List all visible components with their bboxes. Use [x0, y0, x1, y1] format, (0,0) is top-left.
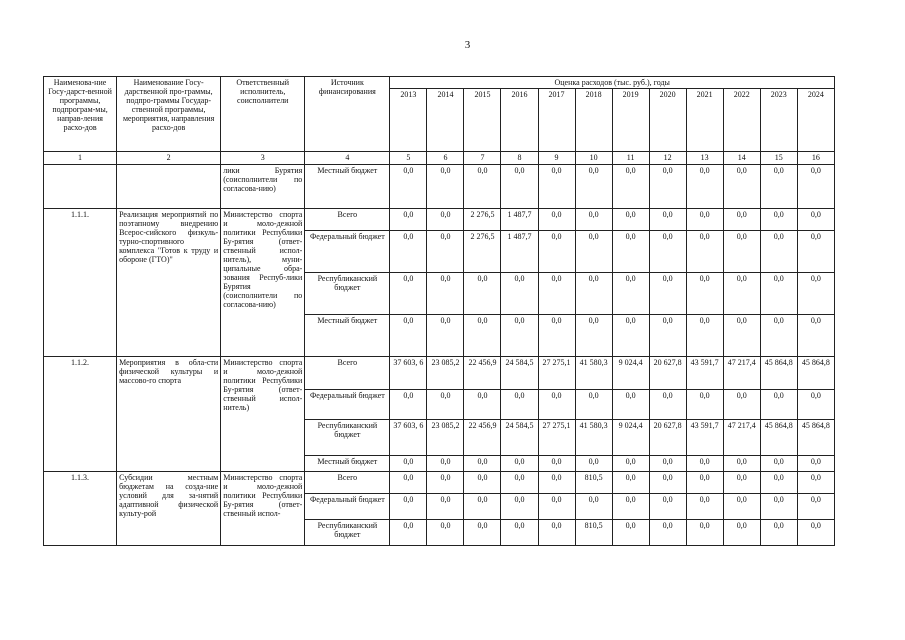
- value-cell: 0,0: [797, 456, 834, 472]
- value-cell: 0,0: [464, 494, 501, 520]
- value-cell: 0,0: [390, 472, 427, 494]
- value-cell: 0,0: [686, 520, 723, 546]
- value-cell: 0,0: [390, 390, 427, 420]
- value-cell: 0,0: [686, 390, 723, 420]
- value-cell: 47 217,4: [723, 420, 760, 456]
- value-cell: 0,0: [538, 456, 575, 472]
- value-cell: 0,0: [649, 494, 686, 520]
- column-number: 11: [612, 152, 649, 165]
- column-number: 14: [723, 152, 760, 165]
- value-cell: 0,0: [649, 390, 686, 420]
- column-number: 4: [305, 152, 390, 165]
- source-cell: Всего: [305, 357, 390, 390]
- value-cell: 0,0: [797, 165, 834, 209]
- value-cell: 47 217,4: [723, 357, 760, 390]
- value-cell: 0,0: [538, 390, 575, 420]
- value-cell: 0,0: [723, 494, 760, 520]
- executor-cell: Министерство спорта и моло-дежной политики Республики Бу-рятия (ответ-ственный испол-нитель): [221, 357, 305, 472]
- value-cell: 0,0: [797, 494, 834, 520]
- value-cell: 0,0: [427, 315, 464, 357]
- page-number: 3: [464, 39, 471, 51]
- budget-table: [43, 76, 835, 546]
- value-cell: 0,0: [427, 209, 464, 231]
- column-number: 5: [390, 152, 427, 165]
- value-cell: 0,0: [797, 209, 834, 231]
- year-header: 2020: [649, 89, 686, 152]
- value-cell: 0,0: [427, 273, 464, 315]
- value-cell: 22 456,9: [464, 420, 501, 456]
- year-header: 2022: [723, 89, 760, 152]
- code-cell: [44, 165, 117, 209]
- code-cell: 1.1.1.: [44, 209, 117, 357]
- value-cell: 0,0: [464, 273, 501, 315]
- value-cell: 0,0: [464, 472, 501, 494]
- value-cell: 0,0: [797, 390, 834, 420]
- value-cell: 0,0: [427, 494, 464, 520]
- value-cell: 0,0: [390, 165, 427, 209]
- column-number: 7: [464, 152, 501, 165]
- column-number-row: [44, 152, 835, 165]
- name-cell: Субсидии местным бюджетам на созда-ние условий для за-нятий адаптивной физической культу-рой: [117, 472, 221, 546]
- value-cell: 0,0: [464, 315, 501, 357]
- value-cell: 0,0: [390, 520, 427, 546]
- column-number: 10: [575, 152, 612, 165]
- value-cell: 0,0: [649, 520, 686, 546]
- value-cell: 45 864,8: [760, 420, 797, 456]
- source-cell: Всего: [305, 472, 390, 494]
- value-cell: 0,0: [501, 165, 538, 209]
- value-cell: 0,0: [760, 315, 797, 357]
- year-header: 2017: [538, 89, 575, 152]
- year-header: 2013: [390, 89, 427, 152]
- value-cell: 0,0: [686, 494, 723, 520]
- value-cell: 0,0: [686, 273, 723, 315]
- column-number: 6: [427, 152, 464, 165]
- header-row: [44, 77, 835, 89]
- value-cell: 27 275,1: [538, 357, 575, 390]
- table-row: [44, 357, 835, 390]
- source-cell: Федеральный бюджет: [305, 494, 390, 520]
- value-cell: 810,5: [575, 472, 612, 494]
- value-cell: 0,0: [760, 520, 797, 546]
- column-number: 3: [221, 152, 305, 165]
- table-row: [44, 209, 835, 231]
- value-cell: 0,0: [797, 520, 834, 546]
- header-col1: Наименова-ние Госу-дарст-венной программы, подпрограм-мы, направ-ления расхо-дов: [44, 77, 117, 152]
- value-cell: 23 085,2: [427, 420, 464, 456]
- value-cell: 41 580,3: [575, 420, 612, 456]
- executor-cell: лики Бурятия (соисполнители по согласова-нию): [221, 165, 305, 209]
- value-cell: 37 603, 6: [390, 420, 427, 456]
- column-number: 8: [501, 152, 538, 165]
- value-cell: 0,0: [723, 315, 760, 357]
- value-cell: 0,0: [575, 315, 612, 357]
- value-cell: 0,0: [797, 273, 834, 315]
- column-number: 15: [760, 152, 797, 165]
- value-cell: 0,0: [575, 209, 612, 231]
- value-cell: 0,0: [686, 472, 723, 494]
- value-cell: 0,0: [649, 456, 686, 472]
- value-cell: 1 487,7: [501, 231, 538, 273]
- value-cell: 0,0: [538, 315, 575, 357]
- value-cell: 0,0: [427, 520, 464, 546]
- value-cell: 0,0: [390, 209, 427, 231]
- value-cell: 0,0: [390, 494, 427, 520]
- value-cell: 0,0: [760, 165, 797, 209]
- header-col2: Наименование Госу-дарственной про-граммы, подпро-граммы Государ-ственной программы, мероприятия, направления расхо-дов: [117, 77, 221, 152]
- source-cell: Республиканский бюджет: [305, 420, 390, 456]
- value-cell: 27 275,1: [538, 420, 575, 456]
- value-cell: 0,0: [427, 165, 464, 209]
- column-number: 12: [649, 152, 686, 165]
- value-cell: 0,0: [686, 231, 723, 273]
- value-cell: 0,0: [575, 390, 612, 420]
- value-cell: 0,0: [575, 165, 612, 209]
- source-cell: Федеральный бюджет: [305, 231, 390, 273]
- column-number: 13: [686, 152, 723, 165]
- value-cell: 0,0: [427, 456, 464, 472]
- value-cell: 2 276,5: [464, 209, 501, 231]
- value-cell: 0,0: [390, 231, 427, 273]
- column-number: 2: [117, 152, 221, 165]
- value-cell: 43 591,7: [686, 420, 723, 456]
- value-cell: 0,0: [686, 165, 723, 209]
- value-cell: 0,0: [575, 456, 612, 472]
- value-cell: 20 627,8: [649, 420, 686, 456]
- value-cell: 0,0: [612, 165, 649, 209]
- value-cell: 24 584,5: [501, 357, 538, 390]
- value-cell: 0,0: [612, 472, 649, 494]
- value-cell: 0,0: [686, 315, 723, 357]
- column-number: 9: [538, 152, 575, 165]
- value-cell: 0,0: [723, 472, 760, 494]
- source-cell: Местный бюджет: [305, 165, 390, 209]
- value-cell: 0,0: [538, 273, 575, 315]
- value-cell: 0,0: [797, 472, 834, 494]
- year-header: 2021: [686, 89, 723, 152]
- value-cell: 0,0: [612, 456, 649, 472]
- value-cell: 0,0: [723, 273, 760, 315]
- value-cell: 0,0: [538, 209, 575, 231]
- value-cell: 0,0: [575, 273, 612, 315]
- code-cell: 1.1.2.: [44, 357, 117, 472]
- value-cell: 0,0: [390, 315, 427, 357]
- executor-cell: Министерство спорта и моло-дежной политики Республики Бу-рятия (ответ-ственный испол-: [221, 472, 305, 546]
- year-header: 2016: [501, 89, 538, 152]
- source-cell: Всего: [305, 209, 390, 231]
- value-cell: 0,0: [501, 273, 538, 315]
- value-cell: 0,0: [723, 456, 760, 472]
- value-cell: 0,0: [464, 165, 501, 209]
- value-cell: 0,0: [390, 273, 427, 315]
- value-cell: 45 864,8: [797, 357, 834, 390]
- value-cell: 0,0: [538, 520, 575, 546]
- value-cell: 0,0: [575, 494, 612, 520]
- value-cell: 0,0: [464, 520, 501, 546]
- value-cell: 0,0: [427, 472, 464, 494]
- value-cell: 0,0: [723, 231, 760, 273]
- value-cell: 0,0: [612, 315, 649, 357]
- executor-cell: Министерство спорта и моло-дежной политики Республики Бу-рятия (ответ-ственный испол-нитель), муни-ципальные обра-зования Респуб-лики Бурятия (соисполнители по согласова-нию): [221, 209, 305, 357]
- value-cell: 0,0: [612, 494, 649, 520]
- value-cell: 37 603, 6: [390, 357, 427, 390]
- value-cell: 0,0: [723, 390, 760, 420]
- value-cell: 0,0: [501, 472, 538, 494]
- value-cell: 0,0: [501, 456, 538, 472]
- value-cell: 0,0: [538, 472, 575, 494]
- value-cell: 0,0: [538, 231, 575, 273]
- value-cell: 0,0: [760, 390, 797, 420]
- column-number: 16: [797, 152, 834, 165]
- source-cell: Республиканский бюджет: [305, 273, 390, 315]
- value-cell: 0,0: [760, 494, 797, 520]
- value-cell: 0,0: [427, 231, 464, 273]
- value-cell: 0,0: [797, 231, 834, 273]
- value-cell: 9 024,4: [612, 357, 649, 390]
- source-cell: Республиканский бюджет: [305, 520, 390, 546]
- year-header: 2023: [760, 89, 797, 152]
- value-cell: 0,0: [612, 209, 649, 231]
- value-cell: 0,0: [723, 520, 760, 546]
- column-number: 1: [44, 152, 117, 165]
- table-row: [44, 165, 835, 209]
- value-cell: 0,0: [649, 209, 686, 231]
- value-cell: 0,0: [649, 472, 686, 494]
- value-cell: 810,5: [575, 520, 612, 546]
- value-cell: 45 864,8: [760, 357, 797, 390]
- value-cell: 2 276,5: [464, 231, 501, 273]
- source-cell: Местный бюджет: [305, 315, 390, 357]
- value-cell: 0,0: [612, 273, 649, 315]
- value-cell: 20 627,8: [649, 357, 686, 390]
- value-cell: 0,0: [612, 231, 649, 273]
- value-cell: 0,0: [427, 390, 464, 420]
- value-cell: 0,0: [649, 165, 686, 209]
- value-cell: 0,0: [612, 520, 649, 546]
- value-cell: 0,0: [612, 390, 649, 420]
- name-cell: [117, 165, 221, 209]
- value-cell: 24 584,5: [501, 420, 538, 456]
- value-cell: 43 591,7: [686, 357, 723, 390]
- header-col3: Ответственный исполнитель, соисполнители: [221, 77, 305, 152]
- year-header: 2014: [427, 89, 464, 152]
- value-cell: 0,0: [723, 209, 760, 231]
- value-cell: 0,0: [575, 231, 612, 273]
- value-cell: 0,0: [760, 231, 797, 273]
- source-cell: Федеральный бюджет: [305, 390, 390, 420]
- code-cell: 1.1.3.: [44, 472, 117, 546]
- year-header: 2018: [575, 89, 612, 152]
- value-cell: 1 487,7: [501, 209, 538, 231]
- value-cell: 0,0: [760, 456, 797, 472]
- year-header: 2015: [464, 89, 501, 152]
- table-row: [44, 472, 835, 494]
- value-cell: 0,0: [390, 456, 427, 472]
- value-cell: 0,0: [760, 273, 797, 315]
- value-cell: 0,0: [501, 494, 538, 520]
- value-cell: 9 024,4: [612, 420, 649, 456]
- source-cell: Местный бюджет: [305, 456, 390, 472]
- value-cell: 0,0: [760, 209, 797, 231]
- value-cell: 23 085,2: [427, 357, 464, 390]
- header-costs: Оценка расходов (тыс. руб.), годы: [390, 77, 835, 89]
- value-cell: 0,0: [538, 165, 575, 209]
- value-cell: 0,0: [649, 273, 686, 315]
- value-cell: 0,0: [501, 390, 538, 420]
- value-cell: 22 456,9: [464, 357, 501, 390]
- header-col4: Источник финансирования: [305, 77, 390, 152]
- value-cell: 0,0: [686, 456, 723, 472]
- value-cell: 0,0: [797, 315, 834, 357]
- value-cell: 0,0: [464, 390, 501, 420]
- value-cell: 0,0: [464, 456, 501, 472]
- value-cell: 0,0: [501, 520, 538, 546]
- value-cell: 45 864,8: [797, 420, 834, 456]
- name-cell: Реализация мероприятий по поэтапному внедрению Всерос-сийского физкуль-турно-спортивного комплекса "Готов к труду и обороне (ГТО)": [117, 209, 221, 357]
- value-cell: 0,0: [538, 494, 575, 520]
- value-cell: 41 580,3: [575, 357, 612, 390]
- name-cell: Мероприятия в обла-сти физической культуры и массово-го спорта: [117, 357, 221, 472]
- value-cell: 0,0: [760, 472, 797, 494]
- year-header: 2024: [797, 89, 834, 152]
- value-cell: 0,0: [723, 165, 760, 209]
- year-header: 2019: [612, 89, 649, 152]
- value-cell: 0,0: [686, 209, 723, 231]
- value-cell: 0,0: [649, 315, 686, 357]
- value-cell: 0,0: [501, 315, 538, 357]
- value-cell: 0,0: [649, 231, 686, 273]
